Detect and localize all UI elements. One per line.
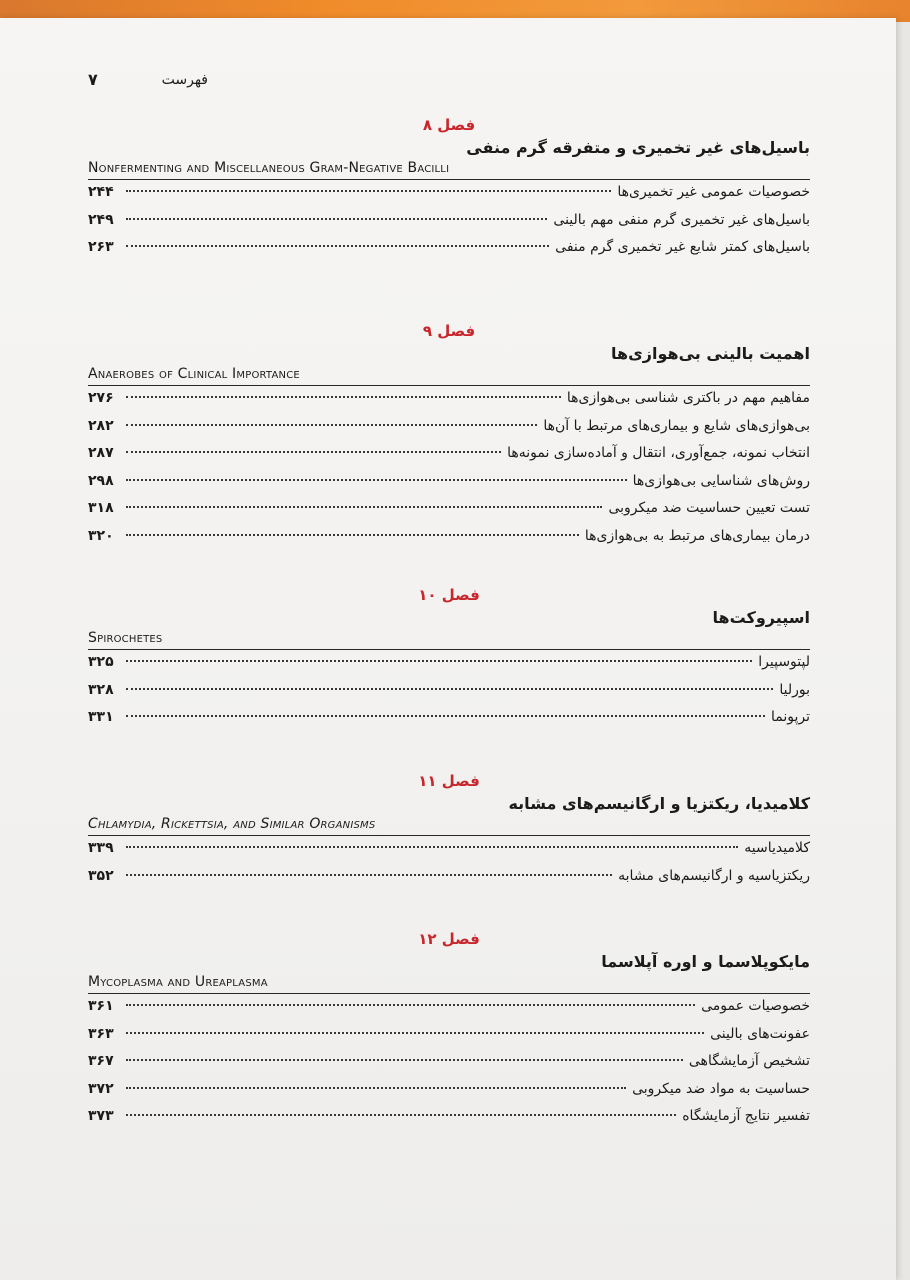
toc-entry-title: باسیل‌های غیر تخمیری گرم منفی مهم بالینی xyxy=(553,211,810,228)
dot-leader xyxy=(126,1004,695,1006)
toc-entry[interactable] xyxy=(88,212,810,240)
toc-entry-title: خصوصیات عمومی غیر تخمیری‌ها xyxy=(617,184,810,200)
chapter-title-row xyxy=(88,792,810,836)
toc-entry[interactable] xyxy=(88,868,810,896)
toc-entry-title: تست تعیین حساسیت ضد میکروبی xyxy=(608,500,810,516)
toc-entry-page: ۲۸۷ xyxy=(88,445,114,461)
toc-entry-title: لپتوسپیرا xyxy=(758,654,810,670)
toc-entry-title: ترپونما xyxy=(770,709,810,725)
toc-entry-page: ۲۷۶ xyxy=(88,390,114,406)
dot-leader xyxy=(126,506,602,508)
toc-entry[interactable] xyxy=(88,1053,810,1081)
toc-entry-title: کلامیدیاسیه xyxy=(744,840,810,856)
chapter-title-en: Nonfermenting and Miscellaneous Gram-Negative Bacilli xyxy=(88,160,450,176)
chapter-label: فصل ۸ xyxy=(422,116,476,134)
dot-leader xyxy=(126,1114,676,1116)
title-rule xyxy=(88,649,810,651)
toc-entry-title: تشخیص آزمایشگاهی xyxy=(688,1053,810,1069)
dot-leader xyxy=(126,479,627,481)
dot-leader xyxy=(126,1059,683,1061)
chapter-title-row xyxy=(88,950,810,994)
toc-entry-title: مفاهیم مهم در باکتری شناسی بی‌هوازی‌ها xyxy=(566,390,810,406)
toc-entry-page: ۳۲۰ xyxy=(88,527,114,544)
toc-entry[interactable] xyxy=(88,184,810,212)
chapter-title-fa: کلامیدیا، ریکتزیا و ارگانیسم‌های مشابه xyxy=(508,794,810,813)
dot-leader xyxy=(126,396,561,398)
toc-entries xyxy=(88,840,810,895)
toc-entry[interactable] xyxy=(88,1081,810,1109)
chapter-label: فصل ۱۱ xyxy=(418,772,480,790)
dot-leader xyxy=(126,534,579,536)
dot-leader xyxy=(126,218,547,220)
title-rule xyxy=(88,993,810,995)
toc-entry-title: درمان بیماری‌های مرتبط به بی‌هوازی‌ها xyxy=(584,527,810,544)
toc-entries xyxy=(88,998,810,1136)
dot-leader xyxy=(126,874,612,876)
toc-entry[interactable] xyxy=(88,528,810,556)
chapter-title-en: Mycoplasma and Ureaplasma xyxy=(88,974,268,990)
toc-entries xyxy=(88,654,810,737)
title-rule xyxy=(88,835,810,837)
chapter-title-fa: اهمیت بالینی بی‌هوازی‌ها xyxy=(611,344,810,363)
toc-entry[interactable] xyxy=(88,682,810,710)
chapter-title-en: Chlamydia, Rickettsia, and Similar Organisms xyxy=(88,816,376,832)
toc-entry[interactable] xyxy=(88,709,810,737)
toc-entry-page: ۲۶۳ xyxy=(88,239,114,255)
toc-entry-page: ۲۴۹ xyxy=(88,211,114,228)
dot-leader xyxy=(126,1087,626,1089)
dot-leader xyxy=(126,190,611,192)
dot-leader xyxy=(126,660,752,662)
chapter-12 xyxy=(88,928,810,1136)
toc-entries xyxy=(88,184,810,267)
toc-entry-title: انتخاب نمونه، جمع‌آوری، انتقال و آماده‌سازی نمونه‌ها xyxy=(507,445,810,461)
dot-leader xyxy=(126,715,765,717)
chapter-title-row xyxy=(88,342,810,386)
chapter-11 xyxy=(88,770,810,895)
page-number: ۷ xyxy=(88,70,98,89)
toc-entry-title: تفسیر نتایج آزمایشگاه xyxy=(682,1108,810,1124)
toc-entry-title: خصوصیات عمومی xyxy=(701,998,810,1014)
toc-entry-page: ۳۶۷ xyxy=(88,1053,114,1069)
dot-leader xyxy=(126,451,501,453)
toc-entry-title: باسیل‌های کمتر شایع غیر تخمیری گرم منفی xyxy=(555,239,810,255)
toc-entry[interactable] xyxy=(88,1026,810,1054)
chapter-title-en: Spirochetes xyxy=(88,630,163,646)
toc-entry-page: ۳۲۸ xyxy=(88,681,114,698)
toc-entry-title: روش‌های شناسایی بی‌هوازی‌ها xyxy=(632,472,810,489)
toc-entry[interactable] xyxy=(88,654,810,682)
running-head xyxy=(88,70,208,94)
chapter-title-fa: مایکوپلاسما و اوره آپلاسما xyxy=(601,952,810,971)
chapter-title-en: Anaerobes of Clinical Importance xyxy=(88,366,300,382)
toc-entry-title: بورلیا xyxy=(779,681,810,698)
toc-entry-page: ۳۲۵ xyxy=(88,654,114,670)
chapter-label: فصل ۹ xyxy=(422,322,476,340)
toc-entry-page: ۲۹۸ xyxy=(88,472,114,489)
chapter-title-fa: اسپیروکت‌ها xyxy=(712,608,810,627)
dot-leader xyxy=(126,245,549,247)
toc-entry[interactable] xyxy=(88,239,810,267)
chapter-label: فصل ۱۰ xyxy=(418,586,480,604)
toc-entry[interactable] xyxy=(88,1108,810,1136)
toc-entry-title: ریکتزیاسیه و ارگانیسم‌های مشابه xyxy=(618,867,810,884)
book-page xyxy=(0,18,896,1280)
toc-entry-page: ۲۸۲ xyxy=(88,417,114,434)
toc-entry[interactable] xyxy=(88,500,810,528)
toc-entry-page: ۳۷۳ xyxy=(88,1108,114,1124)
toc-entry-page: ۲۴۴ xyxy=(88,184,114,200)
title-rule xyxy=(88,179,810,181)
chapter-9 xyxy=(88,320,810,555)
toc-entry[interactable] xyxy=(88,445,810,473)
dot-leader xyxy=(126,424,537,426)
toc-entry-page: ۳۳۱ xyxy=(88,709,114,725)
toc-entry-page: ۳۶۳ xyxy=(88,1025,114,1042)
toc-entry[interactable] xyxy=(88,840,810,868)
toc-entry-title: عفونت‌های بالینی xyxy=(710,1025,810,1042)
chapter-title-fa: باسیل‌های غیر تخمیری و متفرقه گرم منفی xyxy=(466,138,810,157)
chapter-title-row xyxy=(88,606,810,650)
toc-entry-title: بی‌هوازی‌های شایع و بیماری‌های مرتبط با آن‌ها xyxy=(543,417,810,434)
dot-leader xyxy=(126,846,738,848)
toc-entry-page: ۳۶۱ xyxy=(88,998,114,1014)
chapter-8 xyxy=(88,114,810,267)
toc-entry-page: ۳۳۹ xyxy=(88,840,114,856)
running-head-title: فهرست xyxy=(161,72,208,88)
chapter-label: فصل ۱۲ xyxy=(418,930,480,948)
toc-entry[interactable] xyxy=(88,473,810,501)
dot-leader xyxy=(126,1032,704,1034)
chapter-title-row xyxy=(88,136,810,180)
toc-entry-page: ۳۷۲ xyxy=(88,1080,114,1097)
title-rule xyxy=(88,385,810,387)
chapter-10 xyxy=(88,584,810,737)
toc-entry-page: ۳۱۸ xyxy=(88,500,114,516)
toc-entries xyxy=(88,390,810,555)
toc-entry[interactable] xyxy=(88,418,810,446)
toc-entry-page: ۳۵۲ xyxy=(88,867,114,884)
toc-entry[interactable] xyxy=(88,998,810,1026)
dot-leader xyxy=(126,688,773,690)
toc-entry-title: حساسیت به مواد ضد میکروبی xyxy=(632,1080,810,1097)
toc-entry[interactable] xyxy=(88,390,810,418)
